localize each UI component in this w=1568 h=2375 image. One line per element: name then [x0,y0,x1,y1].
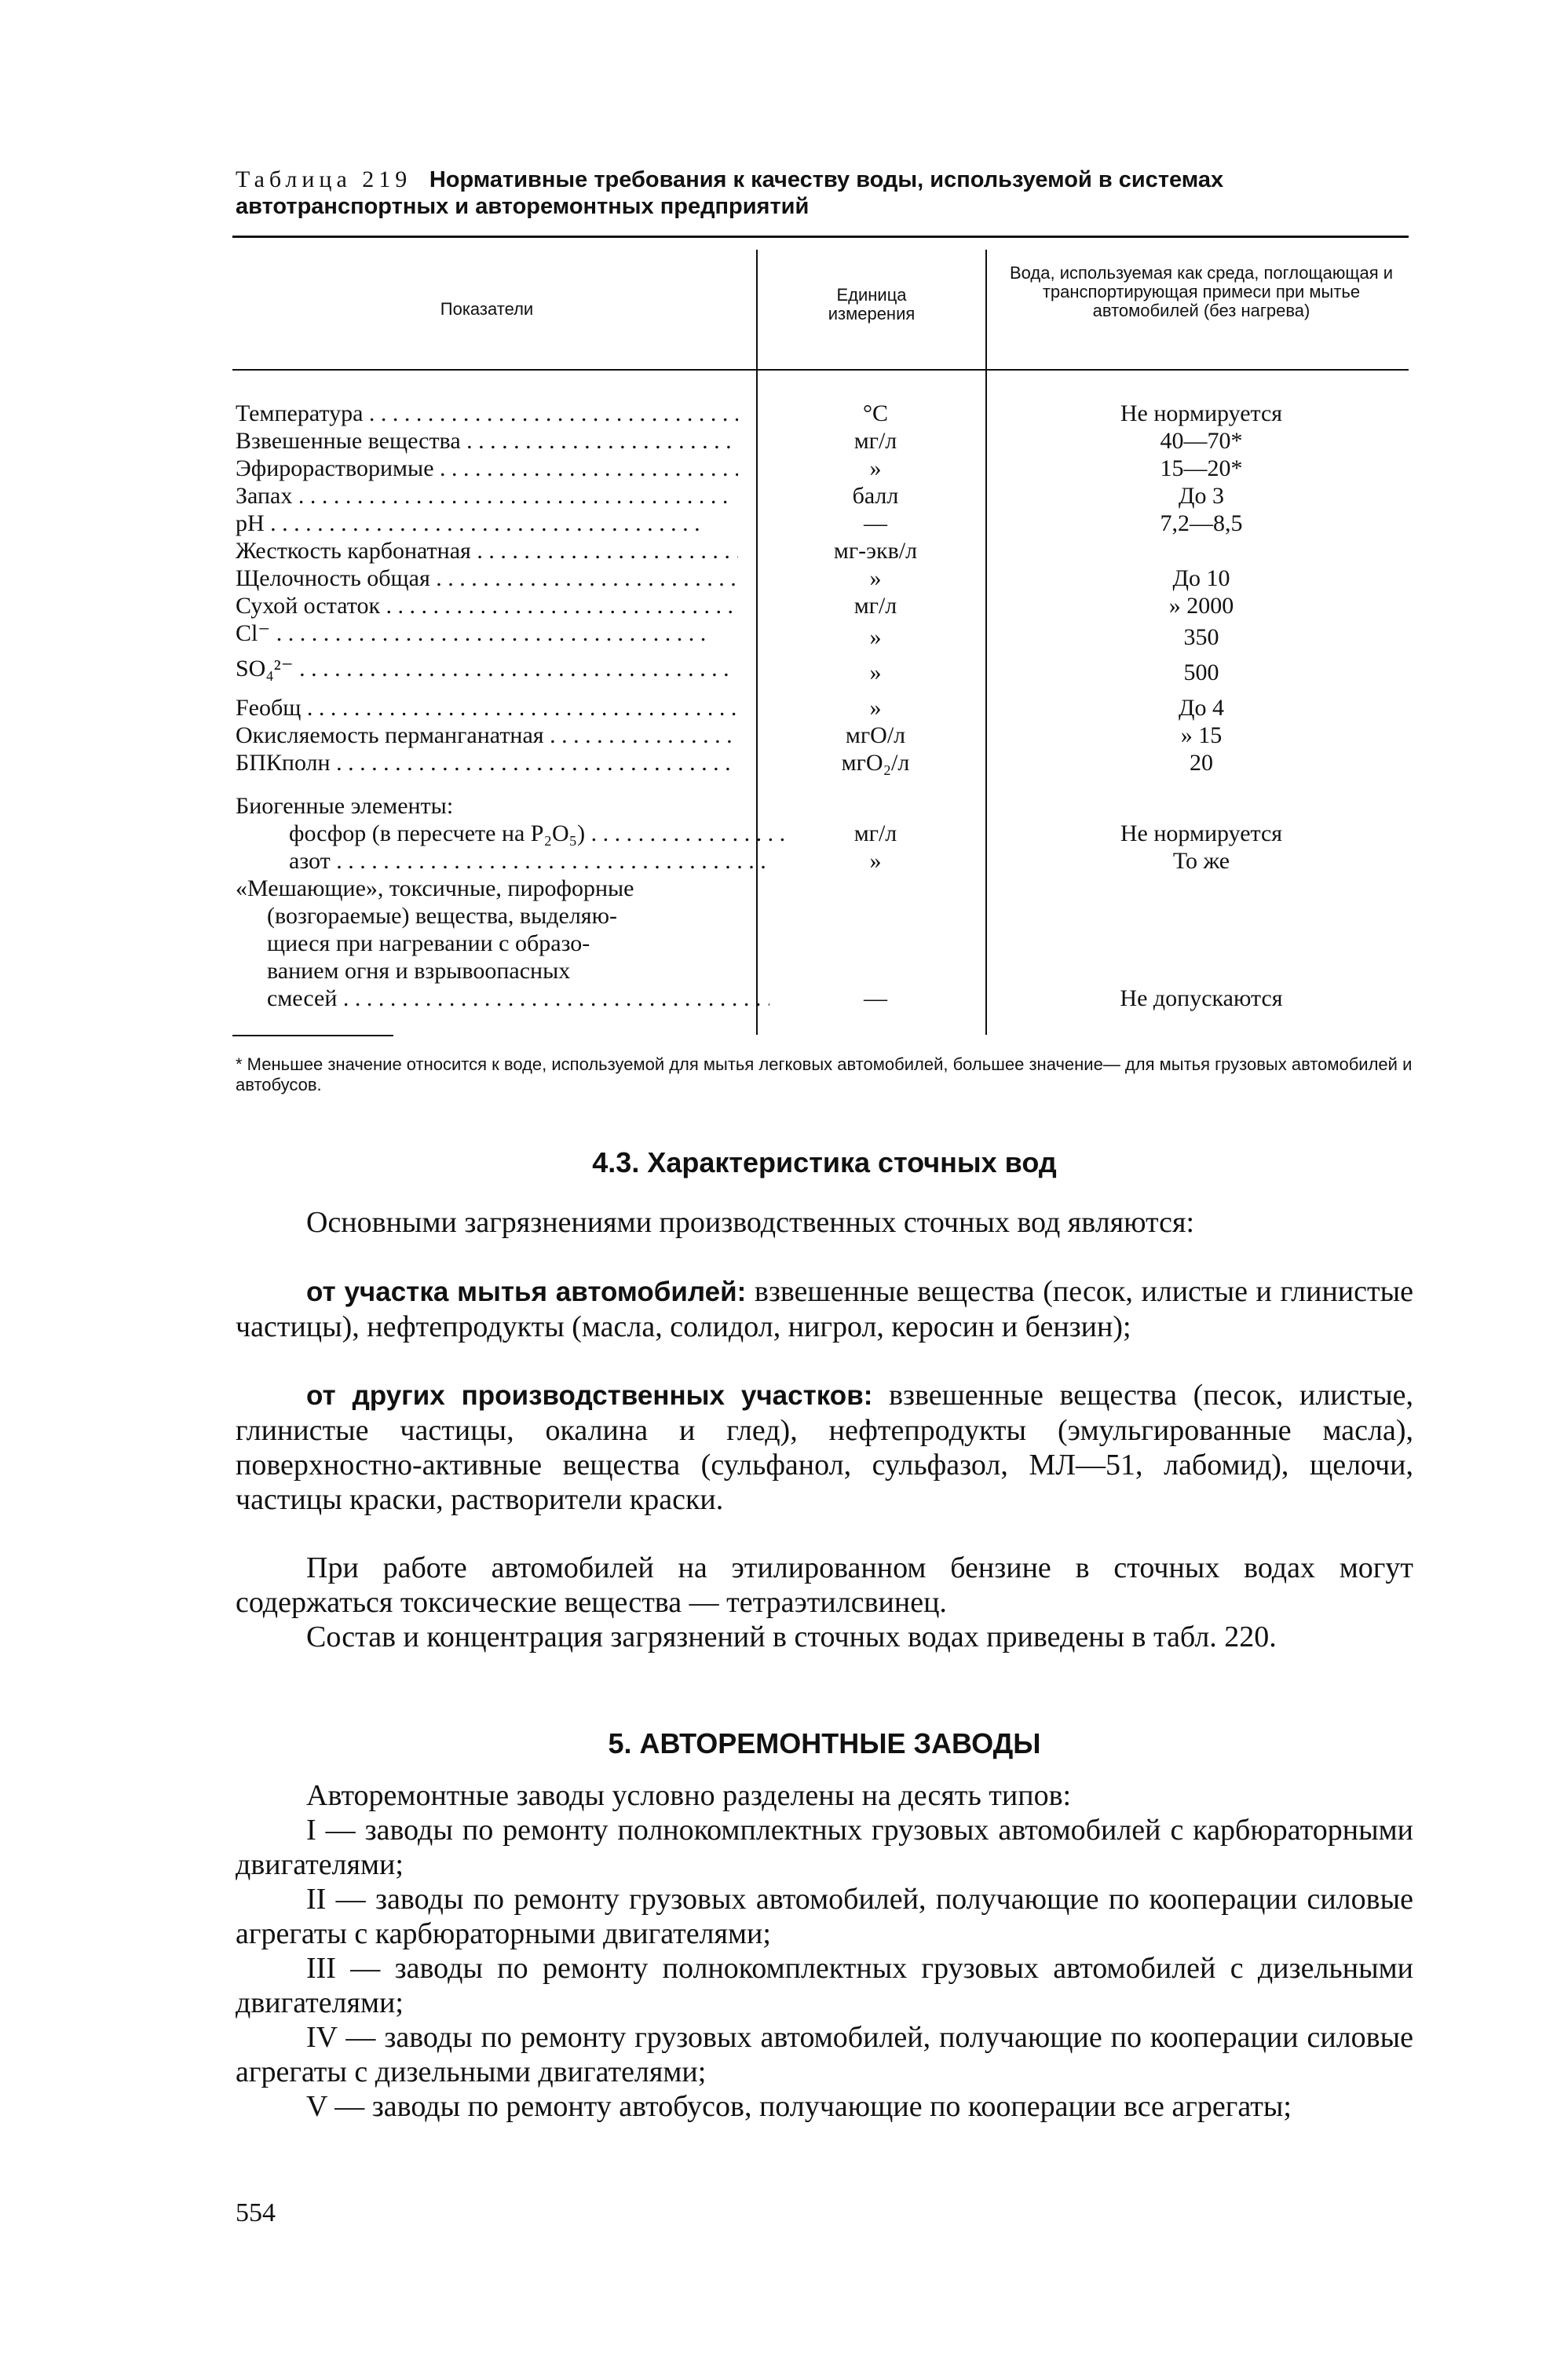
row-param: Эфирорастворимые . . . [236,455,738,482]
table-top-rule [232,236,1409,238]
row-param: Запах . . . [236,483,738,510]
row-param: Температура . . . [236,400,738,427]
paragraph-other-lead: от других производственных участков: [306,1380,873,1411]
row-value: 7,2—8,5 [1160,510,1243,536]
row-param: «Мешающие», токсичные, пирофорные [236,875,634,901]
row-unit: мгО₂/л [841,750,910,776]
row-value: » 2000 [1168,593,1234,619]
row-unit: » [869,848,882,874]
row-param: Cl⁻ . . . [236,620,738,647]
section-heading-5: 5. АВТОРЕМОНТНЫЕ ЗАВОДЫ [608,1727,1041,1759]
row-value: 500 [1183,660,1219,685]
list-item: I — заводы по ремонту полнокомплектных грузовых автомобилей с карбюраторными двигателями; [236,1814,1413,1881]
row-value: 20 [1190,750,1213,776]
row-value: 350 [1183,624,1219,650]
table-title: Нормативные требования к качеству воды, используемой в системах автотранспортных и авторемонтных предприятий [236,167,1224,219]
row-value: До 4 [1179,695,1224,721]
table-bottom-rule [232,1035,393,1036]
table-label: Таблица 219 [236,166,412,192]
header-unit: Единица измерения [828,285,916,323]
row-param: Жесткость карбонатная . . . [236,538,738,565]
row-unit: мг/л [853,428,897,454]
table-footnote: * Меньшее значение относится к воде, используемой для мытья легковых автомобилей, большее значение— для мытья грузовых автомобилей и автобусов. [236,1054,1413,1094]
paragraph-washing-text: взвешенные вещества (песок, илистые и глинистые частицы), нефтепродукты (масла, солидол, нигрол, керосин и бензин); [236,1275,1413,1343]
row-param: (возгораемые) вещества, выделяю- [267,903,617,929]
row-param: Щелочность общая . . . [236,565,738,592]
list-item: V — заводы по ремонту автобусов, получающие по кооперации все агрегаты; [306,2090,1292,2123]
table-header-rule [232,369,1409,371]
row-unit: » [869,565,882,591]
row-unit: °С [862,400,888,426]
row-unit: — [864,985,887,1011]
row-unit: » [869,695,882,721]
row-param: Взвешенные вещества . . . [236,428,738,455]
row-unit: мг/л [853,820,897,846]
row-param: фосфор (в пересчете на P₂O₅) . . . [236,820,791,847]
page-number: 554 [236,2198,276,2227]
row-value: До 10 [1172,565,1230,591]
row-param: ванием огня и взрывоопасных [267,958,571,984]
row-param: Feобщ . . . [236,695,738,722]
section-heading-4-3: 4.3. Характеристика сточных вод [592,1146,1057,1178]
list-item: III — заводы по ремонту полнокомплектных грузовых автомобилей с дизельными двигателями; [236,1952,1413,2019]
row-param: смесей . . . [236,985,769,1012]
row-unit: » [869,455,882,481]
row-param: Биогенные элементы: [236,793,454,819]
row-value: 15—20* [1160,455,1243,481]
row-unit: мгО/л [845,722,906,748]
row-value: До 3 [1179,483,1224,509]
row-unit: — [864,510,887,536]
row-param: щиеся при нагревании с образо- [267,930,590,956]
paragraph-other-text: взвешенные вещества (песок, илистые, глинистые частицы, окалина и глед), нефтепродукты (эмульгированные масла), поверхностно-активные вещества (сульфанол, сульфазол, МЛ—51, лабомид), щелочи, частицы краски, растворители краски. [236,1379,1414,1516]
row-value: Не допускаются [1120,985,1283,1011]
list-item: II — заводы по ремонту грузовых автомобилей, получающие по кооперации силовые агрегаты с карбюраторными двигателями; [236,1883,1413,1950]
row-value: 40—70* [1160,428,1243,454]
row-unit: мг-экв/л [833,538,918,564]
row-param: pH . . . [236,510,738,537]
row-param: Окисляемость перманганатная . . . [236,722,738,749]
row-unit: » [869,660,882,685]
paragraph-leaded-fuel: При работе автомобилей на этилированном бензине в сточных водах могут содержаться токсические вещества — тетраэтилсвинец. [236,1551,1413,1619]
table-caption [236,166,1413,220]
row-value: » 15 [1180,722,1223,748]
paragraph-washing-lead: от участка мытья автомобилей: [306,1277,747,1307]
paragraph-composition: Состав и концентрация загрязнений в сточных водах приведены в табл. 220. [306,1620,1277,1653]
paragraph-intro: Основными загрязнениями производственных сточных вод являются: [306,1206,1195,1239]
row-param: БПКполн . . . [236,750,738,776]
row-unit: мг/л [853,593,897,619]
row-param: Сухой остаток . . . [236,593,738,619]
list-item: IV — заводы по ремонту грузовых автомобилей, получающие по кооперации силовые агрегаты с дизельными двигателями; [236,2021,1413,2088]
row-value: То же [1172,848,1230,874]
row-value: Не нормируется [1120,820,1283,846]
row-value: Не нормируется [1120,400,1283,426]
paragraph-plant-types: Авторемонтные заводы условно разделены на десять типов: [306,1779,1072,1812]
row-param: азот . . . [236,848,791,875]
header-param: Показатели [440,299,534,319]
column-divider-2 [985,250,987,1035]
paragraph-washing [236,1274,1413,1344]
row-unit: » [869,624,882,650]
header-value: Вода, используемая как среда, поглощающая и транспортирующая примеси при мытье автомобилей (без нагрева) [1009,263,1394,320]
row-param: SO₄²⁻ . . . [236,656,738,682]
paragraph-other-areas [236,1378,1413,1517]
row-unit: балл [852,483,899,509]
